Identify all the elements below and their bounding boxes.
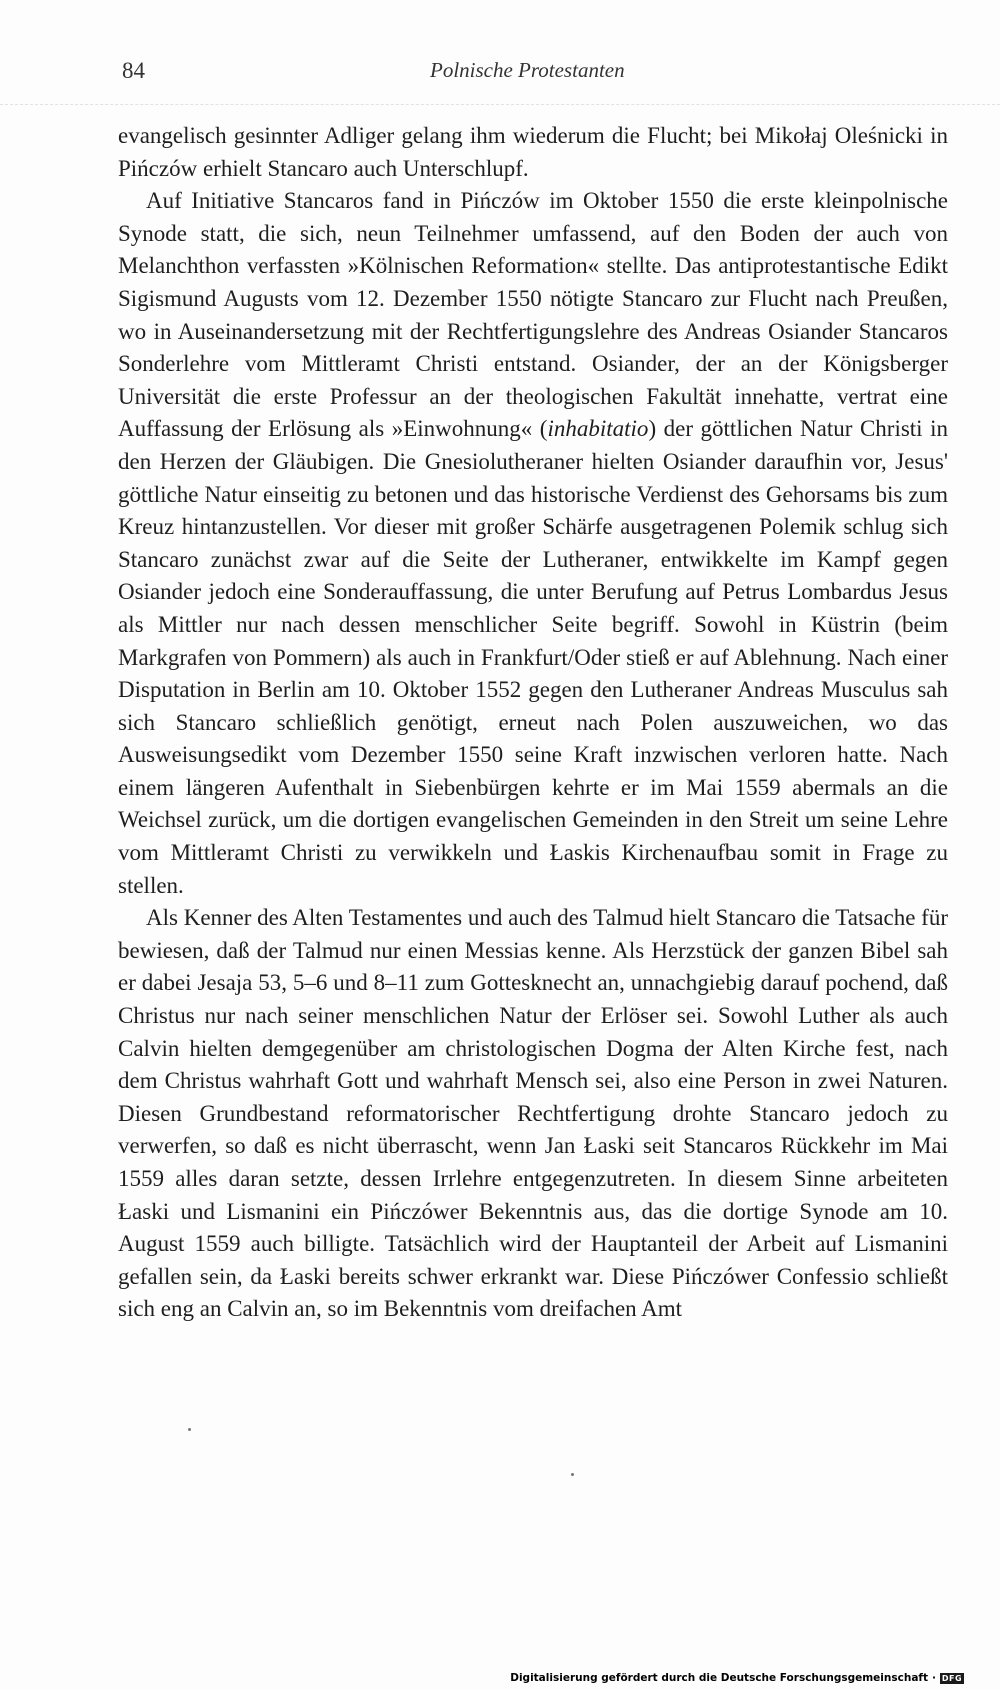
header-divider [0, 104, 1000, 105]
scan-speck [188, 1428, 191, 1431]
latin-term: inhabitatio [547, 416, 649, 442]
page-number: 84 [122, 58, 145, 83]
running-title: Polnische Protestanten [430, 58, 625, 82]
page-header [120, 58, 950, 98]
scan-speck [571, 1473, 574, 1476]
credit-text: Digitalisierung gefördert durch die Deutsche Forschungsgemeinschaft [510, 1672, 928, 1684]
paragraph-stancaro-history: Auf Initiative Stancaros fand in Pińczów im Oktober 1550 die erste kleinpolnische Synode statt, die sich, neun Teilnehmer umfassend, auf den Boden der auch von Melanchthon verfassten »Kölnischen Reformation« stellte. Das antiprotestantische Edikt Sigismund Augusts vom 12. Dezember 1550 nötigte Stancaro zur Flucht nach Preußen, wo in Auseinandersetzung mit der Rechtfertigungslehre des Andreas Osiander Stancaros Sonderlehre vom Mittleramt Christi entstand. Osiander, der an der Königsberger Universität die erste Professur an der theologischen Fakultät innehatte, vertrat eine Auffassung der Erlösung als »Einwohnung« (inhabitatio) der göttlichen Natur Christi in den Herzen der Gläubigen. Die Gnesiolutheraner hielten Osiander daraufhin vor, Jesus' göttliche Natur einseitig zu betonen und das historische Verdienst des Gehorsams bis zum Kreuz hintanzustellen. Vor dieser mit großer Schärfe ausgetragenen Polemik schlug sich Stancaro zunächst zwar auf die Seite der Lutheraner, entwikkelte im Kampf gegen Osiander jedoch eine Sonderauffassung, die unter Berufung auf Petrus Lombardus Jesus als Mittler nur nach dessen menschlicher Seite begriff. Sowohl in Küstrin (beim Markgrafen von Pommern) als auch in Frankfurt/Oder stieß er auf Ablehnung. Nach einer Disputation in Berlin am 10. Oktober 1552 gegen den Lutheraner Andreas Musculus sah sich Stancaro schließlich genötigt, erneut nach Polen auszuweichen, wo das Ausweisungsedikt vom Dezember 1550 seine Kraft inzwischen verloren hatte. Nach einem längeren Aufenthalt in Siebenbürgen kehrte er im Mai 1559 abermals an die Weichsel zurück, um die dortigen evangelischen Gemeinden in den Streit um seine Lehre vom Mittleramt Christi zu verwikkeln und Łaskis Kirchenaufbau somit in Frage zu stellen. [118, 188, 948, 898]
dfg-logo: DFG [941, 1673, 963, 1683]
paragraph-continued: evangelisch gesinnter Adliger gelang ihm wiederum die Flucht; bei Mikołaj Oleśnicki in Pińczów erhielt Stancaro auch Unterschlupf. [118, 123, 948, 181]
paragraph-talmud-confessio: Als Kenner des Alten Testamentes und auch des Talmud hielt Stancaro die Tatsache für bewiesen, daß der Talmud nur einen Messias kenne. Als Herzstück der ganzen Bibel sah er dabei Jesaja 53, 5–6 und 8–11 zum Gottesknecht an, unnachgiebig darauf pochend, daß Christus nur nach seiner menschlichen Natur der Erlöser sei. Sowohl Luther als auch Calvin hielten demgegenüber am christologischen Dogma der Alten Kirche fest, nach dem Christus wahrhaft Gott und wahrhaft Mensch sei, also eine Person in zwei Naturen. Diesen Grundbestand reformatorischer Rechtfertigung drohte Stancaro jedoch zu verwerfen, so daß es nicht überrascht, wenn Jan Łaski seit Stancaros Rückkehr im Mai 1559 alles daran setzte, dessen Irrlehre entgegenzutreten. In diesem Sinne arbeiteten Łaski und Lismanini ein Pińczówer Bekenntnis aus, das die dortige Synode am 10. August 1559 auch billigte. Tatsächlich wird der Hauptanteil der Arbeit auf Lismanini gefallen sein, da Łaski bereits schwer erkrankt war. Diese Pińczówer Confessio schließt sich eng an Calvin an, so im Bekenntnis vom dreifachen Amt [118, 905, 948, 1322]
body-text [118, 120, 948, 1326]
digitization-credit: Digitalisierung gefördert durch die Deutsche Forschungsgemeinschaft · DFG [510, 1672, 963, 1684]
